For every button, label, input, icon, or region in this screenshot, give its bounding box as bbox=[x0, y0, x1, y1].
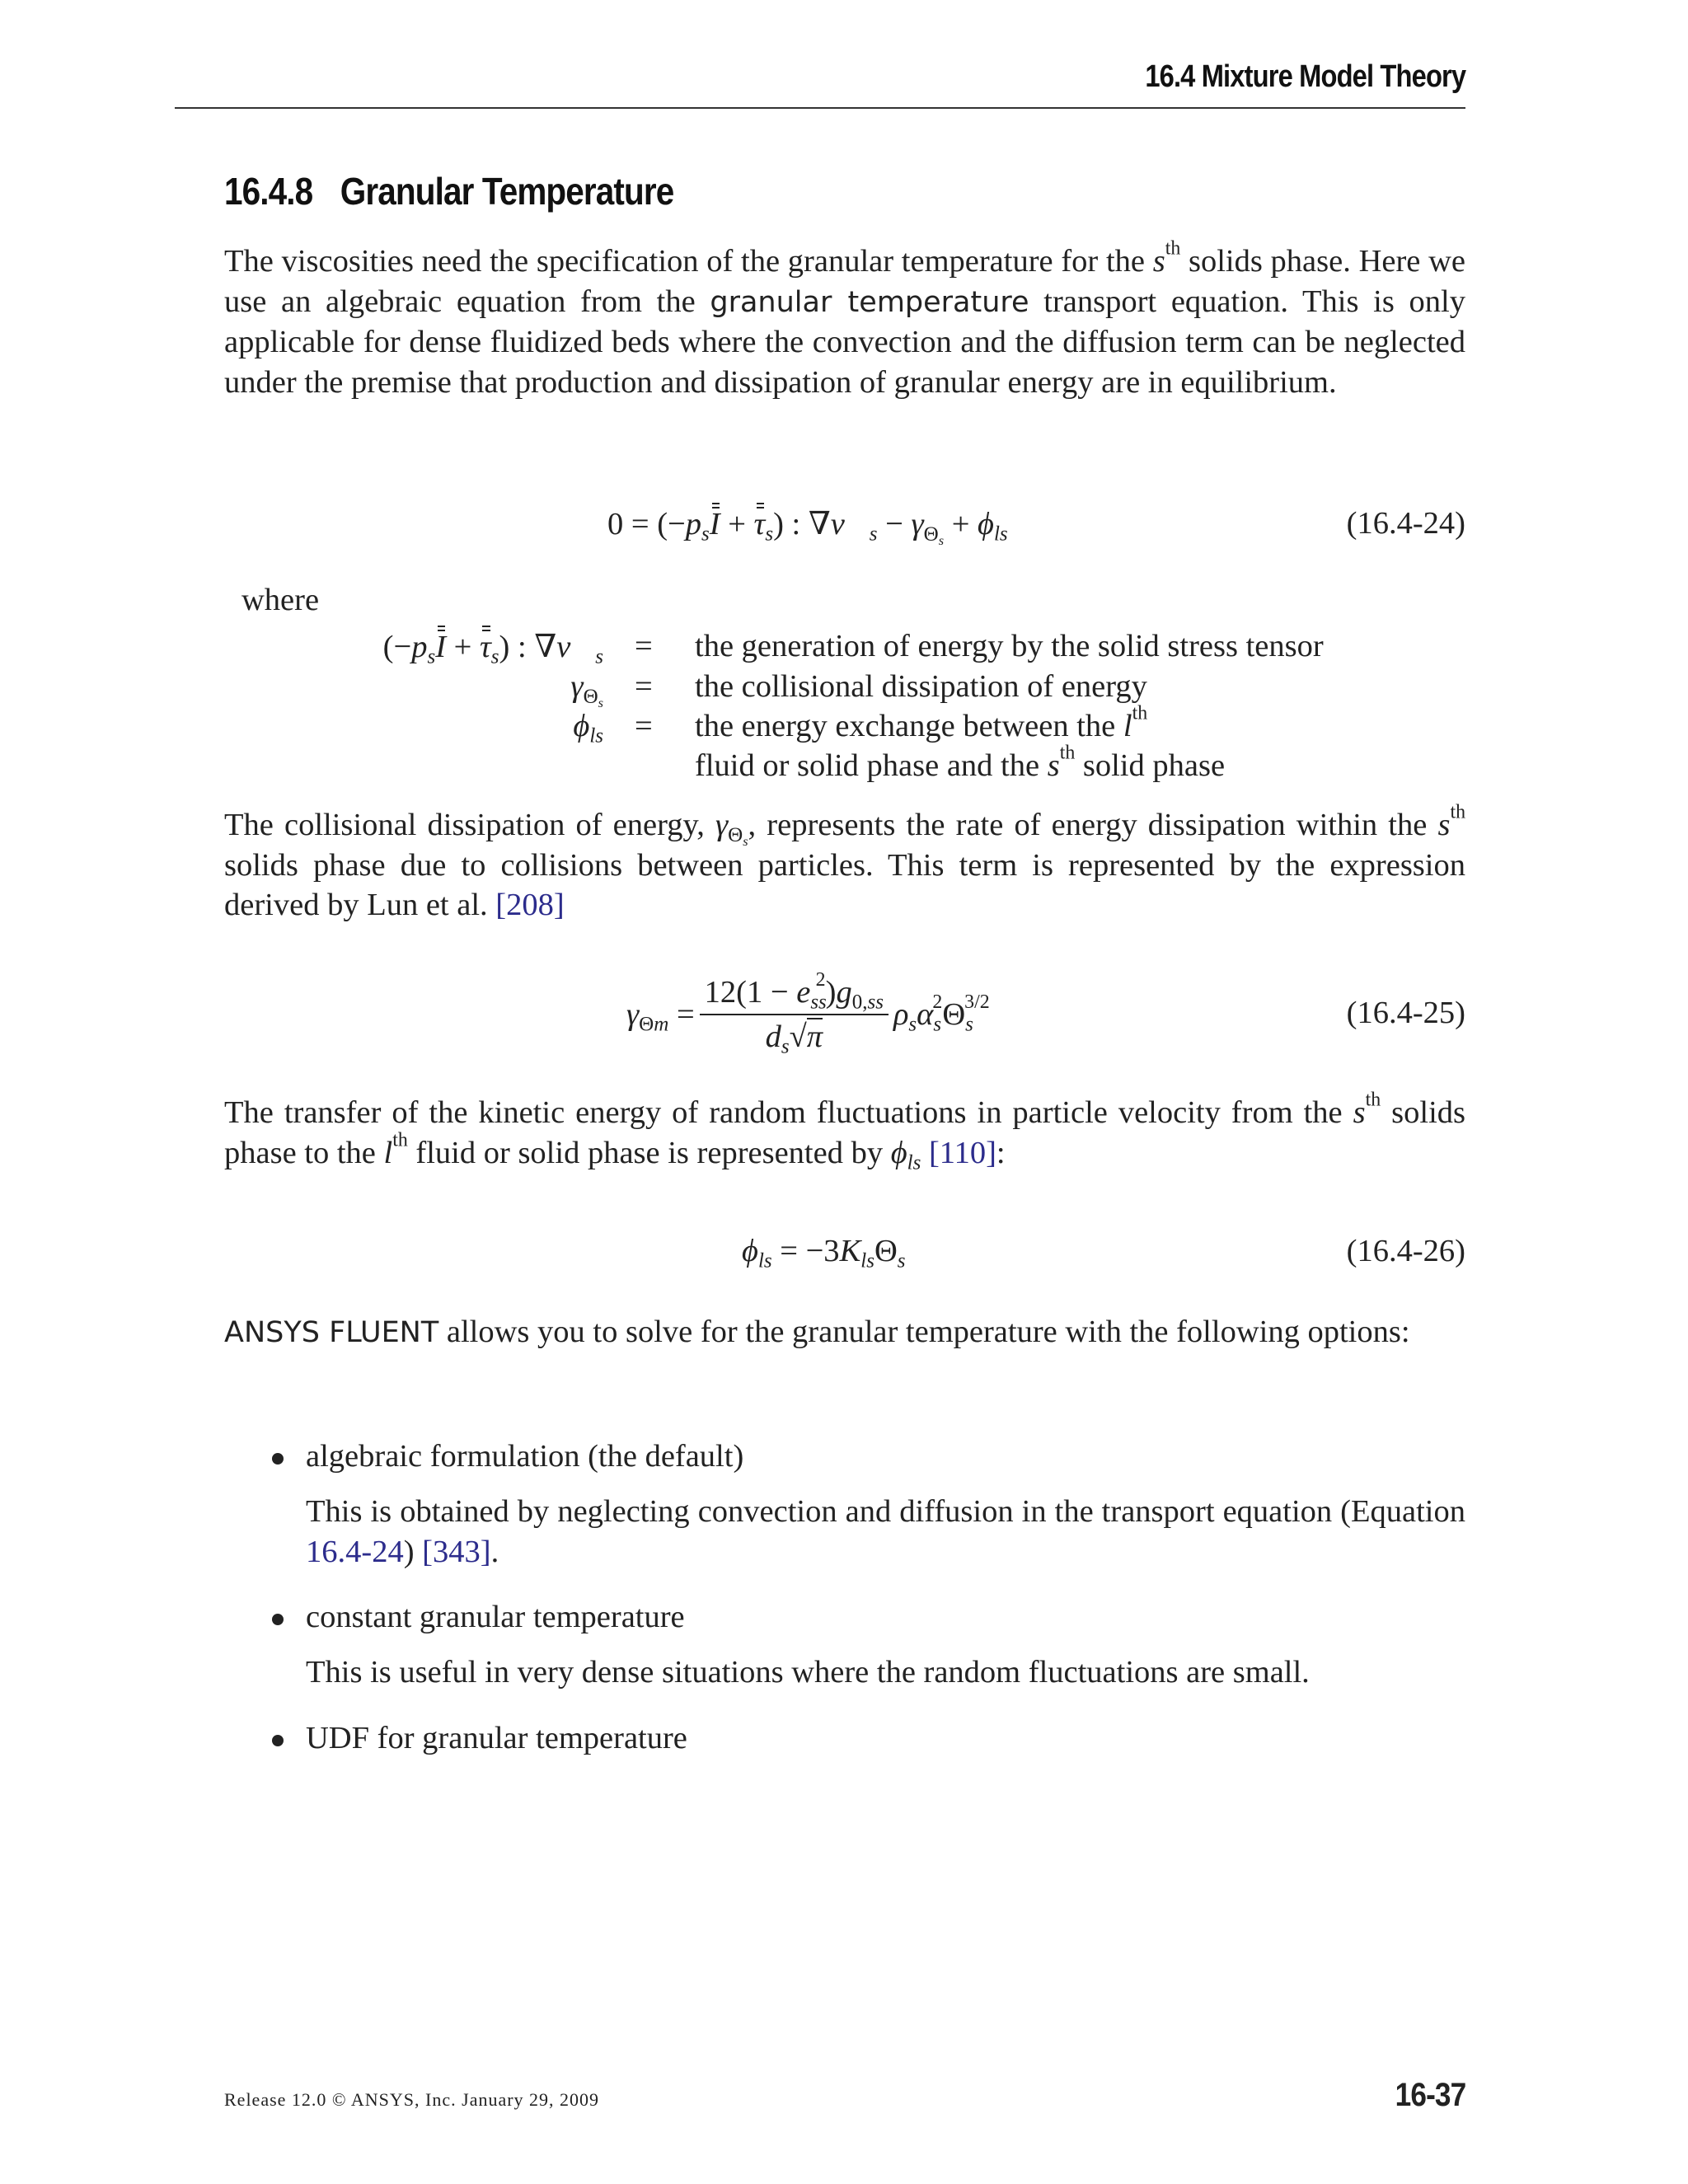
where-def-exchange-cont: fluid or solid phase and the $s^{th}$ solid phase bbox=[695, 742, 1226, 783]
intro-paragraph: The viscosities need the specification of the granular temperature for the $s^{th}$ solids phase. Here we use an algebraic equation from the granular temperature transport equation. This is only applicable for dense fluidized beds where the convection and the diffusion term can be neglected under the premise that production and dissipation of granular energy are in equilibrium. bbox=[224, 237, 1465, 400]
footer-release: Release 12.0 © ANSYS, Inc. January 29, 2009 bbox=[224, 2089, 600, 2110]
section-number: 16.4.8 bbox=[224, 170, 313, 213]
equation-number-25: (16.4-25) bbox=[1346, 996, 1465, 1030]
equation-16-4-26: $\phi_{ls} = -3K_{ls}\Theta_s$ bbox=[742, 1234, 906, 1272]
where-def-exchange: the energy exchange between the $l^{th}$ bbox=[695, 702, 1148, 743]
bullet-constant: constant granular temperature bbox=[306, 1600, 685, 1634]
inline-code-term: granular temperature bbox=[710, 285, 1029, 319]
section-heading bbox=[224, 169, 673, 213]
equation-16-4-24: $0 = (-p_sI + \tau_s)$ : $\nabla v⃗_s - \gamma_{\Theta_s} + \phi_{ls}$ bbox=[607, 507, 1008, 548]
options-paragraph: ANSYS FLUENT allows you to solve for the granular temperature with the following options: bbox=[224, 1315, 1410, 1349]
citation-link[interactable]: [343] bbox=[422, 1534, 491, 1569]
transfer-paragraph: The transfer of the kinetic energy of random fluctuations in particle velocity from the $s^{th}$ solids phase to the $l^{th}$ fluid or solid phase is represented by $\phi_{ls}$ [110]: bbox=[224, 1089, 1465, 1174]
where-equals: = bbox=[635, 629, 653, 663]
citation-link[interactable]: [208] bbox=[495, 888, 565, 922]
bullet-icon bbox=[272, 1735, 284, 1746]
bullet-algebraic: algebraic formulation (the default) bbox=[306, 1439, 744, 1474]
bullet-icon bbox=[272, 1614, 284, 1625]
where-equals: = bbox=[635, 709, 653, 743]
running-header-title: 16.4 Mixture Model Theory bbox=[1145, 59, 1465, 94]
where-term-generation: $(-p_sI + \tau_s)$ : $\nabla v⃗_s$ bbox=[382, 630, 603, 668]
where-def-generation: the generation of energy by the solid stress tensor bbox=[695, 629, 1324, 663]
bullet-algebraic-desc: This is obtained by neglecting convection and diffusion in the transport equation (Equation 16.4-24) [343]. bbox=[306, 1494, 1465, 1569]
where-equals: = bbox=[635, 669, 653, 704]
equation-ref-link[interactable]: 16.4-24 bbox=[306, 1534, 404, 1569]
section-title: Granular Temperature bbox=[340, 170, 674, 213]
page-number: 16-37 bbox=[1395, 2077, 1465, 2113]
equation-16-4-25: $\gamma_{\Theta m}$ = $\frac{12(1 - e_{ss}^2)g_{0,ss}}{d_s√\pi}$ $\rho_s\alpha_s^2\Theta_s^{3/2}$ bbox=[626, 968, 990, 1058]
bullet-icon bbox=[272, 1453, 284, 1465]
equation-number-26: (16.4-26) bbox=[1346, 1234, 1465, 1268]
where-term-exchange: $\phi_{ls}$ bbox=[573, 709, 603, 748]
dissipation-paragraph: The collisional dissipation of energy, $\gamma_{\Theta_s}$, represents the rate of energy dissipation within the $s^{th}$ solids phase due to collisions between particles. This term is represented by the expression derived by Lun et al. [208] bbox=[224, 801, 1465, 922]
bullet-udf: UDF for granular temperature bbox=[306, 1721, 687, 1755]
product-name: ANSYS FLUENT bbox=[224, 1316, 439, 1349]
citation-link[interactable]: [110] bbox=[928, 1135, 996, 1170]
equation-number-24: (16.4-24) bbox=[1346, 506, 1465, 541]
bullet-constant-desc: This is useful in very dense situations where the random fluctuations are small. bbox=[306, 1655, 1310, 1690]
header-rule bbox=[175, 107, 1465, 109]
where-term-dissipation: $\gamma_{\Theta_s}$ bbox=[570, 669, 603, 710]
where-def-dissipation: the collisional dissipation of energy bbox=[695, 669, 1147, 704]
where-label: where bbox=[241, 583, 320, 617]
